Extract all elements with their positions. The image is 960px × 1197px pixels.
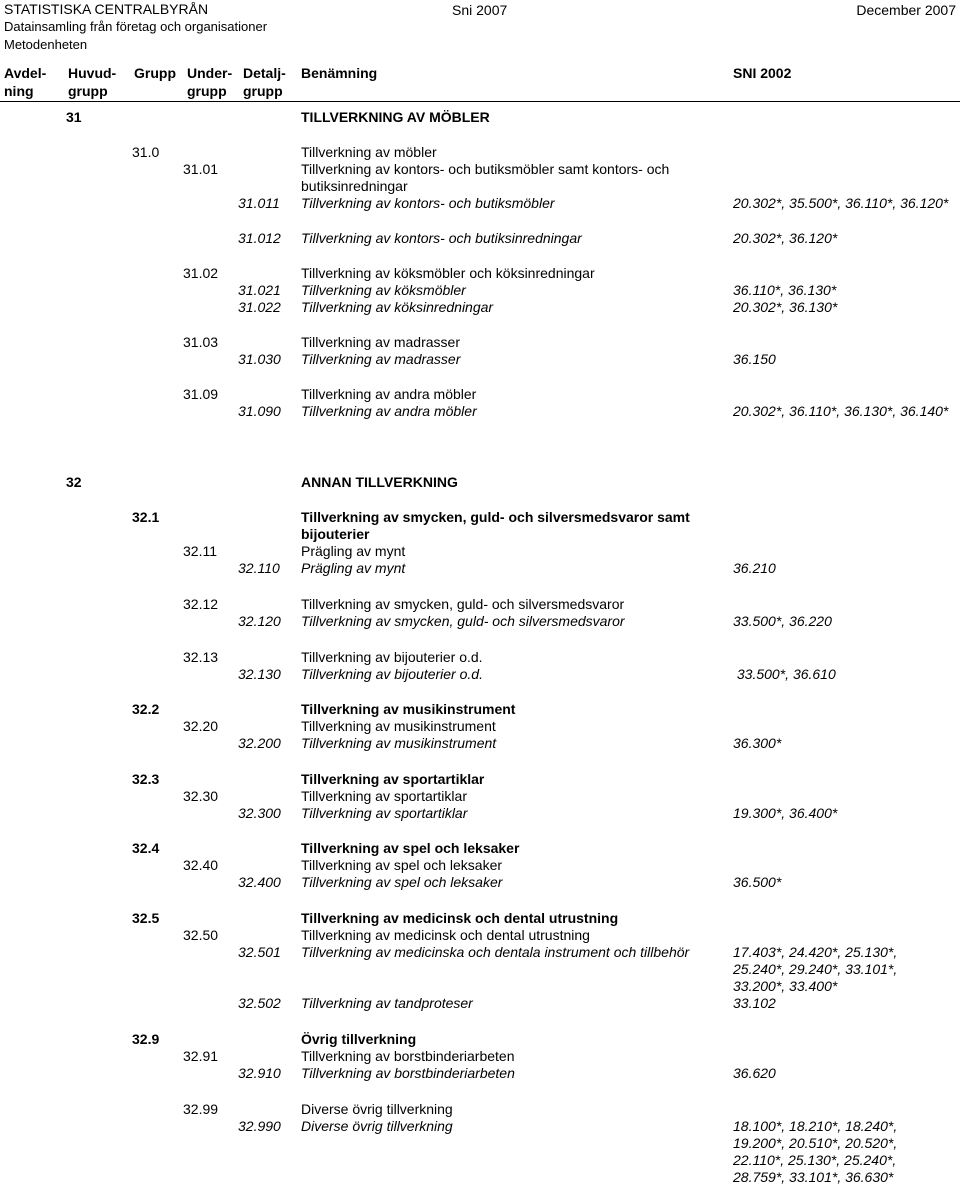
row-code: 32.12 bbox=[183, 596, 219, 612]
column-header-sni2002 bbox=[733, 64, 791, 82]
row-sni2002: 36.210 bbox=[733, 560, 776, 576]
row-name: Tillverkning av andra möbler bbox=[301, 386, 477, 402]
row-sni2002: 20.302*, 36.110*, 36.130*, 36.140* bbox=[733, 403, 949, 419]
column-header-avdelning-line-1: Avdel- bbox=[4, 65, 47, 81]
row-name: Tillverkning av spel och leksaker bbox=[301, 840, 520, 856]
row-name: Tillverkning av kontors- och butiksmöbler bbox=[301, 195, 555, 211]
row-code: 32.110 bbox=[238, 560, 280, 576]
row-code: 32.502 bbox=[238, 995, 281, 1011]
row-name: Tillverkning av köksmöbler och köksinredningar bbox=[301, 265, 595, 281]
org-name: STATISTISKA CENTRALBYRÅN bbox=[4, 1, 209, 17]
column-header-sni2002-line-1: SNI 2002 bbox=[733, 65, 792, 81]
row-code: 31.02 bbox=[183, 265, 219, 281]
row-name: Tillverkning av borstbinderiarbeten bbox=[301, 1048, 515, 1064]
row-code: 32.4 bbox=[132, 840, 160, 856]
row-code: 32.5 bbox=[132, 910, 160, 926]
row-name: Diverse övrig tillverkning bbox=[301, 1118, 453, 1134]
document-date: December 2007 bbox=[856, 2, 956, 18]
column-header-huvudgrupp-line-2: grupp bbox=[68, 83, 108, 99]
row-name: Tillverkning av musikinstrument bbox=[301, 701, 516, 717]
row-sni2002: 36.300* bbox=[733, 735, 782, 751]
column-header-undergrupp bbox=[187, 64, 232, 100]
row-code: 31.011 bbox=[238, 195, 280, 211]
row-sni2002: 22.110*, 25.130*, 25.240*, bbox=[733, 1152, 897, 1168]
row-code: 32 bbox=[66, 474, 82, 490]
row-code: 32.400 bbox=[238, 874, 281, 890]
row-code: 32.30 bbox=[183, 788, 219, 804]
row-code: 32.99 bbox=[183, 1101, 219, 1117]
row-name: Tillverkning av smycken, guld- och silversmedsvaror samt bbox=[301, 509, 690, 525]
row-sni2002: 33.200*, 33.400* bbox=[733, 978, 838, 994]
row-sni2002: 19.300*, 36.400* bbox=[733, 805, 838, 821]
row-code: 32.300 bbox=[238, 805, 281, 821]
row-sni2002: 36.110*, 36.130* bbox=[733, 282, 837, 298]
row-code: 32.20 bbox=[183, 718, 219, 734]
row-code: 31.03 bbox=[183, 334, 219, 350]
column-header-grupp-line-1: Grupp bbox=[134, 65, 176, 81]
row-code: 32.200 bbox=[238, 735, 281, 751]
row-name: butiksinredningar bbox=[301, 178, 408, 194]
row-name: Tillverkning av musikinstrument bbox=[301, 735, 497, 751]
row-name: ANNAN TILLVERKNING bbox=[301, 474, 458, 490]
row-code: 32.91 bbox=[183, 1048, 219, 1064]
row-sni2002: 18.100*, 18.210*, 18.240*, bbox=[733, 1118, 898, 1134]
column-header-avdelning-line-2: ning bbox=[4, 83, 34, 99]
row-code: 31.09 bbox=[183, 386, 219, 402]
department-line-1: Datainsamling från företag och organisationer bbox=[4, 19, 268, 34]
row-name: Tillverkning av spel och leksaker bbox=[301, 874, 503, 890]
row-code: 31.090 bbox=[238, 403, 281, 419]
row-code: 32.40 bbox=[183, 857, 219, 873]
column-header-undergrupp-line-1: Under- bbox=[187, 65, 233, 81]
row-code: 31.012 bbox=[238, 230, 281, 246]
row-name: Tillverkning av musikinstrument bbox=[301, 718, 496, 734]
row-name: Tillverkning av tandproteser bbox=[301, 995, 473, 1011]
header-rule bbox=[0, 101, 960, 102]
row-name: Tillverkning av medicinsk och dental utrustning bbox=[301, 910, 619, 926]
column-header-detaljgrupp bbox=[243, 64, 286, 100]
row-code: 32.2 bbox=[132, 701, 160, 717]
row-name: TILLVERKNING AV MÖBLER bbox=[301, 109, 490, 125]
row-code: 32.120 bbox=[238, 613, 281, 629]
row-name: Tillverkning av smycken, guld- och silversmedsvaror bbox=[301, 596, 625, 612]
row-code: 32.9 bbox=[132, 1031, 160, 1047]
row-name: Tillverkning av kontors- och butiksmöbler samt kontors- och bbox=[301, 161, 670, 177]
department-line-2: Metodenheten bbox=[4, 37, 88, 52]
row-name: Tillverkning av medicinsk och dental utrustning bbox=[301, 927, 590, 943]
row-code: 32.130 bbox=[238, 666, 281, 682]
row-code: 32.990 bbox=[238, 1118, 281, 1134]
row-name: Tillverkning av andra möbler bbox=[301, 403, 477, 419]
row-code: 32.501 bbox=[238, 944, 281, 960]
column-header-benamning bbox=[301, 64, 377, 82]
row-name: Tillverkning av sportartiklar bbox=[301, 788, 467, 804]
row-name: Tillverkning av sportartiklar bbox=[301, 805, 468, 821]
row-sni2002: 20.302*, 36.120* bbox=[733, 230, 838, 246]
row-code: 31.030 bbox=[238, 351, 281, 367]
column-header-grupp bbox=[134, 64, 176, 82]
row-code: 31.021 bbox=[238, 282, 281, 298]
row-name: Diverse övrig tillverkning bbox=[301, 1101, 453, 1117]
column-header-undergrupp-line-2: grupp bbox=[187, 83, 227, 99]
row-name: Tillverkning av borstbinderiarbeten bbox=[301, 1065, 515, 1081]
row-name: Prägling av mynt bbox=[301, 543, 406, 559]
column-header-detaljgrupp-line-2: grupp bbox=[243, 83, 283, 99]
row-sni2002: 25.240*, 29.240*, 33.101*, bbox=[733, 961, 898, 977]
row-code: 31.01 bbox=[183, 161, 219, 177]
row-sni2002: 33.500*, 36.610 bbox=[733, 666, 836, 682]
document-name: Sni 2007 bbox=[452, 2, 508, 18]
row-name: Tillverkning av medicinska och dentala instrument och tillbehör bbox=[301, 944, 690, 960]
row-sni2002: 36.620 bbox=[733, 1065, 776, 1081]
row-sni2002: 17.403*, 24.420*, 25.130*, bbox=[733, 944, 898, 960]
row-sni2002: 20.302*, 36.130* bbox=[733, 299, 838, 315]
row-sni2002: 20.302*, 35.500*, 36.110*, 36.120* bbox=[733, 195, 949, 211]
column-header-huvudgrupp-line-1: Huvud- bbox=[68, 65, 117, 81]
row-name: Tillverkning av sportartiklar bbox=[301, 771, 485, 787]
column-header-huvudgrupp bbox=[68, 64, 116, 100]
row-sni2002: 33.500*, 36.220 bbox=[733, 613, 832, 629]
row-name: Övrig tillverkning bbox=[301, 1031, 417, 1047]
row-sni2002: 36.500* bbox=[733, 874, 782, 890]
row-code: 32.13 bbox=[183, 649, 219, 665]
row-code: 32.11 bbox=[183, 543, 217, 559]
row-name: bijouterier bbox=[301, 526, 370, 542]
row-sni2002: 36.150 bbox=[733, 351, 776, 367]
row-name: Tillverkning av bijouterier o.d. bbox=[301, 666, 483, 682]
row-name: Tillverkning av kontors- och butiksinredningar bbox=[301, 230, 582, 246]
row-sni2002: 19.200*, 20.510*, 20.520*, bbox=[733, 1135, 898, 1151]
row-name: Prägling av mynt bbox=[301, 560, 406, 576]
row-name: Tillverkning av köksinredningar bbox=[301, 299, 494, 315]
row-code: 32.50 bbox=[183, 927, 219, 943]
row-code: 31.0 bbox=[132, 144, 160, 160]
row-name: Tillverkning av bijouterier o.d. bbox=[301, 649, 483, 665]
row-code: 31 bbox=[66, 109, 82, 125]
row-code: 32.1 bbox=[132, 509, 160, 525]
row-code: 31.022 bbox=[238, 299, 281, 315]
row-code: 32.910 bbox=[238, 1065, 281, 1081]
row-name: Tillverkning av smycken, guld- och silversmedsvaror bbox=[301, 613, 625, 629]
row-name: Tillverkning av spel och leksaker bbox=[301, 857, 503, 873]
row-name: Tillverkning av madrasser bbox=[301, 351, 461, 367]
row-name: Tillverkning av köksmöbler bbox=[301, 282, 466, 298]
row-sni2002: 33.102 bbox=[733, 995, 776, 1011]
column-header-avdelning bbox=[4, 64, 46, 100]
row-name: Tillverkning av möbler bbox=[301, 144, 437, 160]
row-name: Tillverkning av madrasser bbox=[301, 334, 460, 350]
column-header-detaljgrupp-line-1: Detalj- bbox=[243, 65, 286, 81]
row-sni2002: 28.759*, 33.101*, 36.630* bbox=[733, 1169, 894, 1185]
column-header-benamning-line-1: Benämning bbox=[301, 65, 378, 81]
row-code: 32.3 bbox=[132, 771, 160, 787]
